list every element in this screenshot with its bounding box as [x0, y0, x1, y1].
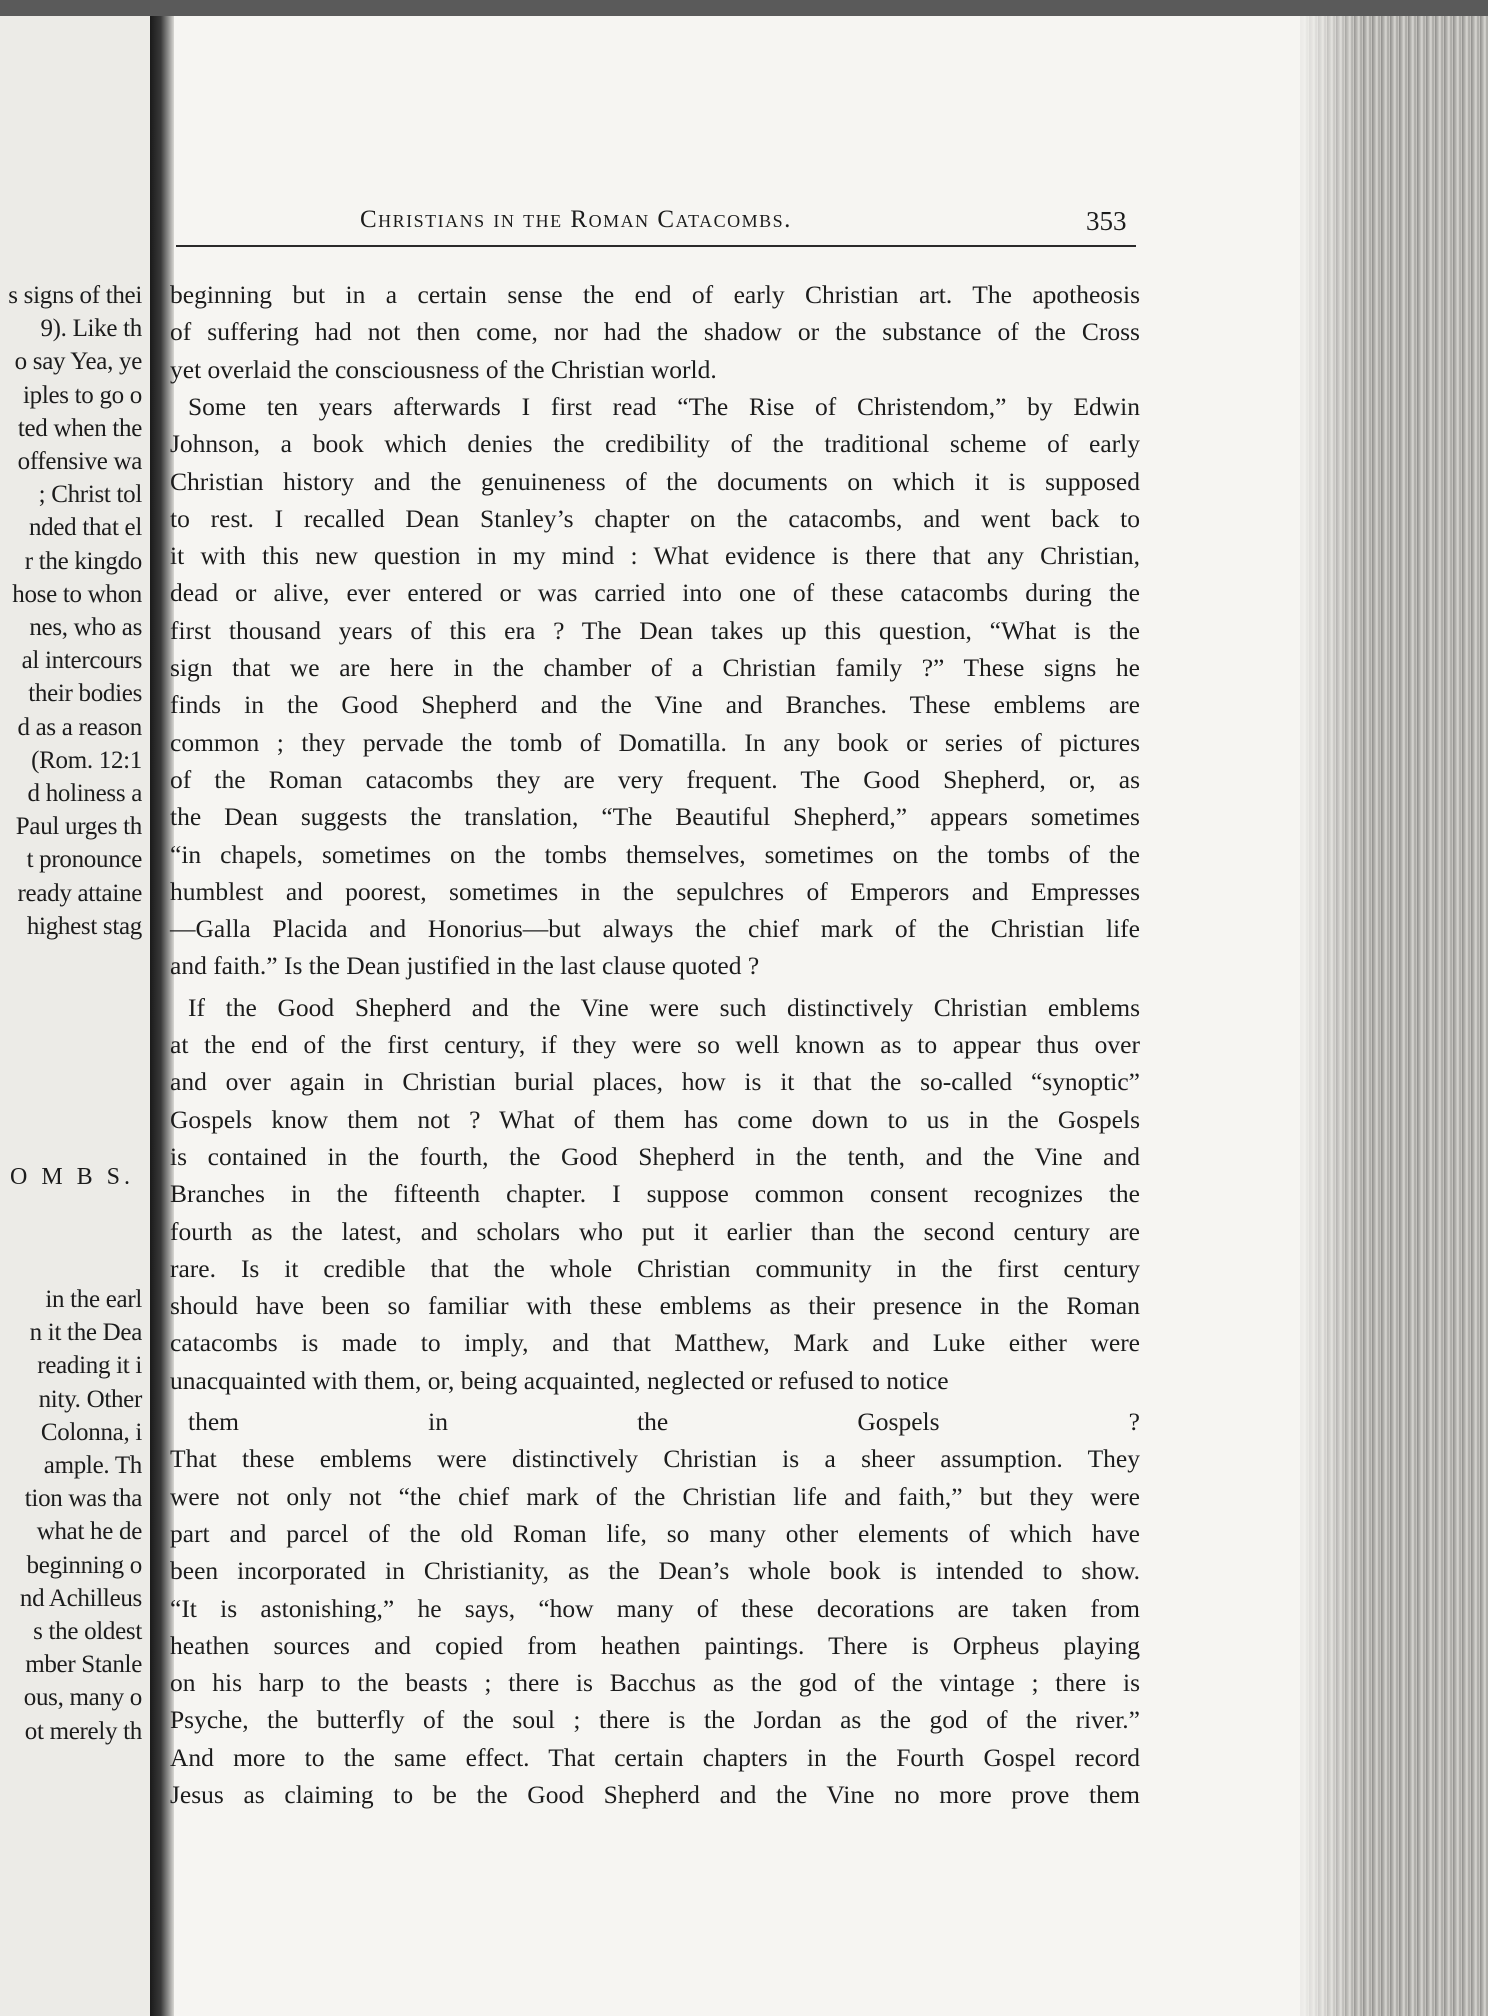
scan-top-border — [0, 0, 1488, 16]
body-line: Some ten years afterwards I first read “The Rise of Christendom,” by Edwin — [188, 391, 1140, 421]
body-line: catacombs is made to imply, and that Matthew, Mark and Luke either were — [170, 1328, 1140, 1358]
left-page-line: r the kingdo — [24, 547, 142, 575]
left-page-line: nes, who as — [29, 614, 142, 641]
body-line: and over again in Christian burial places, how is it that the so-called “synoptic” — [170, 1067, 1140, 1097]
left-page-line: o say Yea, ye — [14, 348, 142, 376]
left-page-line: ; Christ tol — [38, 481, 142, 509]
page-number: 353 — [1086, 206, 1127, 236]
left-page-line: ous, many o — [23, 1684, 142, 1712]
body-line: “in chapels, sometimes on the tombs themselves, sometimes on the tombs of the — [170, 839, 1140, 869]
left-page-line: (Rom. 12:1 — [31, 746, 142, 774]
left-page-line: s the oldest — [33, 1618, 142, 1645]
body-line: “It is astonishing,” he says, “how many of these decorations are taken from — [170, 1593, 1140, 1623]
left-page-heading-fragment: O M B S. — [10, 1164, 135, 1190]
left-page-line: al intercours — [21, 647, 142, 675]
left-page-line: reading it i — [37, 1352, 142, 1380]
body-line: And more to the same effect. That certain chapters in the Fourth Gospel record — [170, 1742, 1140, 1772]
body-line: finds in the Good Shepherd and the Vine and Branches. These emblems are — [170, 690, 1140, 720]
body-line: Gospels know them not ? What of them has come down to us in the Gospels — [170, 1104, 1140, 1134]
body-line: it with this new question in my mind : What evidence is there that any Christian, — [170, 541, 1140, 571]
body-line: If the Good Shepherd and the Vine were such distinctively Christian emblems — [188, 992, 1140, 1022]
left-page-line: ot merely th — [24, 1717, 142, 1745]
left-page-line: ample. Th — [43, 1452, 142, 1479]
left-page-line: nd Achilleus — [19, 1584, 142, 1612]
body-line: first thousand years of this era ? The Dean takes up this question, “What is the — [170, 615, 1140, 645]
body-line: beginning but in a certain sense the end of early Christian art. The apotheosis — [170, 280, 1140, 309]
left-page-line: d holiness a — [27, 780, 142, 807]
body-line: fourth as the latest, and scholars who put it earlier than the second century are — [170, 1216, 1140, 1246]
running-head: Christians in the Roman Catacombs. — [360, 206, 792, 233]
body-line: the Dean suggests the translation, “The Beautiful Shepherd,” appears sometimes — [170, 802, 1140, 832]
left-page-line: nity. Other — [38, 1385, 142, 1413]
body-line: yet overlaid the consciousness of the Christian world. — [170, 354, 717, 384]
body-line: Johnson, a book which denies the credibility of the traditional scheme of early — [170, 429, 1140, 459]
left-page-line: nded that el — [28, 514, 142, 542]
body-line: of the Roman catacombs they are very frequent. The Good Shepherd, or, as — [170, 764, 1140, 794]
body-line: and faith.” Is the Dean justified in the last clause quoted ? — [170, 951, 760, 981]
left-page-line: highest stag — [26, 912, 142, 940]
left-page-line: d as a reason — [17, 713, 142, 741]
left-page-line: iples to go o — [22, 381, 142, 409]
body-line: humblest and poorest, sometimes in the sepulchres of Emperors and Empresses — [170, 876, 1140, 906]
left-page-line: tion was tha — [24, 1485, 142, 1513]
body-line: is contained in the fourth, the Good Shepherd in the tenth, and the Vine and — [170, 1141, 1140, 1171]
body-line: of suffering had not then come, nor had the shadow or the substance of the Cross — [170, 317, 1140, 347]
left-page-line: ready attaine — [17, 879, 142, 907]
left-page-line: t pronounce — [26, 846, 142, 874]
body-line: sign that we are here in the chamber of a Christian family ?” These signs he — [170, 653, 1140, 682]
body-line: them in the Gospels ? — [188, 1407, 1140, 1436]
left-page-line: their bodies — [28, 680, 142, 708]
body-line: were not only not “the chief mark of the Christian life and faith,” but they were — [170, 1481, 1140, 1511]
left-page-line: what he de — [36, 1518, 142, 1546]
left-page-line: hose to whon — [12, 580, 142, 608]
body-line: —Galla Placida and Honorius—but always the chief mark of the Christian life — [170, 914, 1140, 944]
body-line: Jesus as claiming to be the Good Shepherd and the Vine no more prove them — [170, 1780, 1140, 1809]
body-line: That these emblems were distinctively Christian is a sheer assumption. They — [170, 1444, 1140, 1474]
body-line: rare. Is it credible that the whole Christian community in the first century — [170, 1253, 1140, 1283]
header-rule — [176, 245, 1136, 247]
body-line: unacquainted with them, or, being acquainted, neglected or refused to notice — [170, 1365, 949, 1395]
body-line: common ; they pervade the tomb of Domatilla. In any book or series of pictures — [170, 727, 1140, 757]
body-line: Psyche, the butterfly of the soul ; there is the Jordan as the god of the river.” — [170, 1705, 1140, 1735]
left-page-line: n it the Dea — [29, 1319, 142, 1347]
left-page-line: beginning o — [26, 1551, 142, 1579]
left-page-line: Paul urges th — [15, 813, 142, 841]
body-line: Christian history and the genuineness of the documents on which it is supposed — [170, 466, 1140, 496]
body-line: should have been so familiar with these emblems as their presence in the Roman — [170, 1291, 1140, 1321]
body-line: at the end of the first century, if they were so well known as to appear thus over — [170, 1030, 1140, 1059]
left-page-line: Colonna, i — [40, 1418, 142, 1446]
body-line: to rest. I recalled Dean Stanley’s chapter on the catacombs, and went back to — [170, 503, 1140, 533]
body-line: on his harp to the beasts ; there is Bacchus as the god of the vintage ; there is — [170, 1668, 1140, 1698]
body-line: heathen sources and copied from heathen paintings. There is Orpheus playing — [170, 1630, 1140, 1660]
left-page-line: ted when the — [17, 414, 142, 442]
left-facing-page — [0, 16, 150, 2016]
body-line: part and parcel of the old Roman life, so many other elements of which have — [170, 1518, 1140, 1548]
left-page-line: in the earl — [45, 1286, 142, 1313]
page-edges — [1300, 16, 1488, 2016]
body-line: dead or alive, ever entered or was carried into one of these catacombs during the — [170, 578, 1140, 608]
left-page-line: mber Stanle — [25, 1651, 142, 1679]
body-line: Branches in the fifteenth chapter. I suppose common consent recognizes the — [170, 1179, 1140, 1209]
left-page-line: s signs of thei — [8, 282, 142, 309]
left-page-line: offensive wa — [17, 448, 142, 475]
body-line: been incorporated in Christianity, as the Dean’s whole book is intended to show. — [170, 1556, 1140, 1586]
left-page-line: 9). Like th — [40, 315, 142, 343]
